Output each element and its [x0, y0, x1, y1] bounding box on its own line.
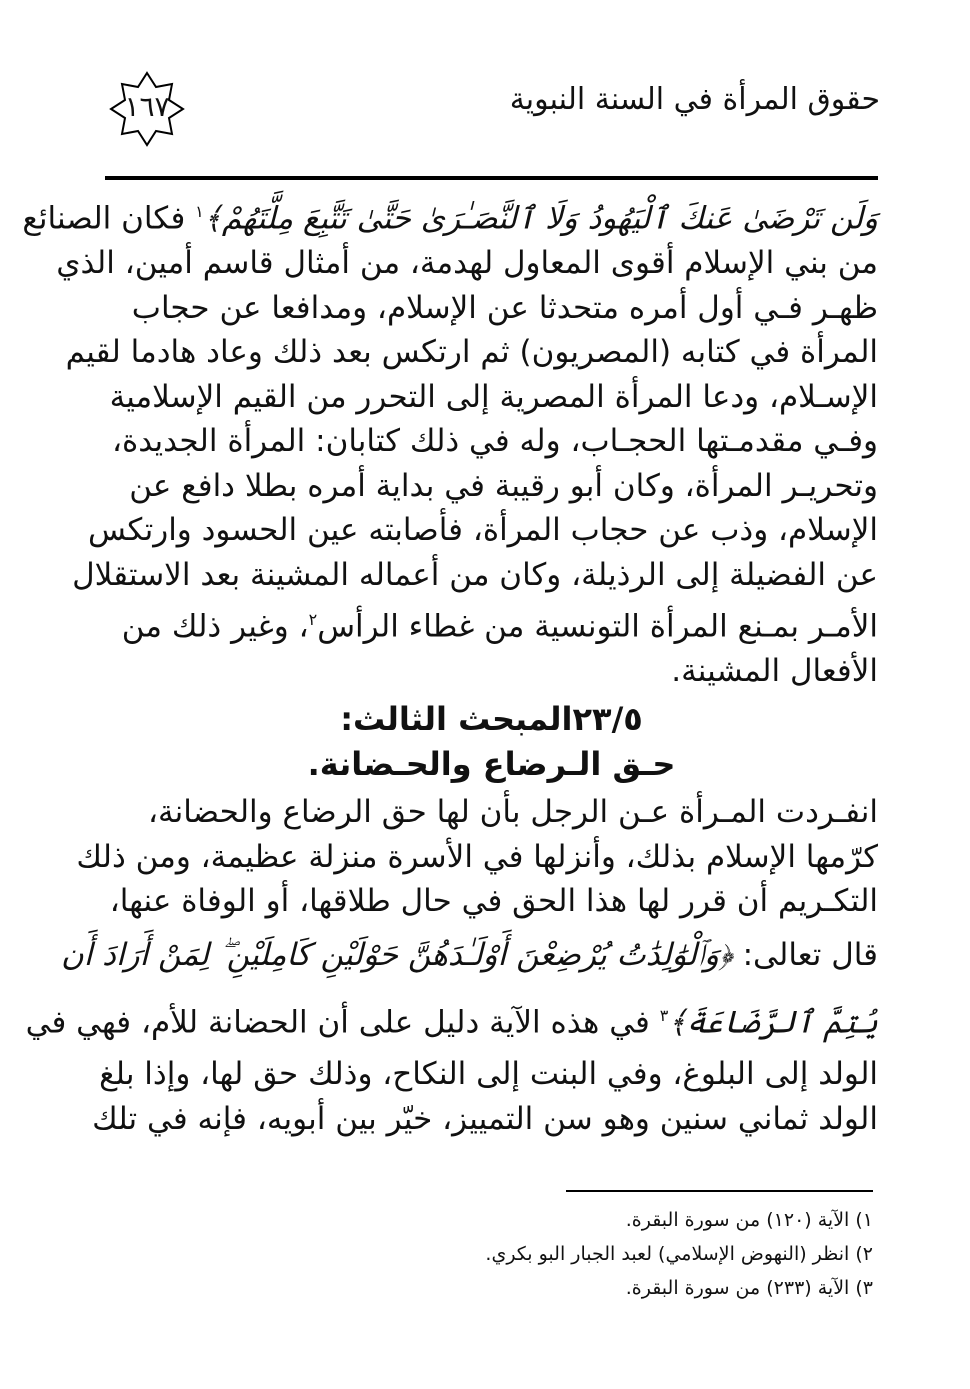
text-line — [22, 190, 878, 241]
text-segment: ، وغير ذلك من — [121, 608, 309, 644]
text-line: عن الفضيلة إلى الرذيلة، وكان من أعماله المشينة بعد الاستقلال — [72, 557, 878, 594]
quran-verse: وَلَن تَرْضَىٰ عَنكَ ٱلْيَهُودُ وَلَا ٱلنَّصَـٰرَىٰ حَتَّىٰ تَتَّبِعَ مِلَّتَهُمْ﴾ — [203, 200, 878, 237]
text-line: الولد إلى البلوغ، وفي البنت إلى النكاح، وذلك حق لها، وإذا بلغ — [99, 1056, 878, 1093]
text-line: الإسـلام، ودعا المرأة المصرية إلى التحرر من القيم الإسلامية — [109, 378, 878, 415]
header-divider — [105, 176, 878, 180]
quran-verse: ﴿وَٱلْوَٰلِدَٰتُ يُرْضِعْنَ أَوْلَـٰدَهُنَّ حَوْلَيْنِ كَامِلَيْنِ ۖ لِمَنْ أَرَادَ أَن — [60, 936, 733, 973]
footnote-mark: ٣ — [659, 1005, 669, 1025]
main-text-2 — [25, 790, 878, 1141]
text-line: وفـي مقدمـتها الحجـاب، وله في ذلك كتابان: المرأة الجديدة، — [111, 423, 878, 460]
text-segment: قال تعالى: — [742, 936, 878, 973]
text-line — [25, 986, 878, 1052]
text-line: ظهـر فـي أول أمره متحدثا عن الإسلام، ومدافعا عن حجاب — [131, 289, 878, 326]
text-line: التكـريم أن قرر لها هذا الحق في حال طلاقها، أو الوفاة عنها، — [109, 883, 878, 920]
text-line — [60, 924, 878, 986]
text-line: الأفعال المشينة. — [671, 652, 878, 689]
text-line: الولد ثماني سنين وهو سن التمييز، خيّر بين أبويه، فإنه في تلك — [92, 1100, 878, 1137]
text-line: انفـردت المـرأة عـن الرجل بأن لها حق الرضاع والحضانة، — [147, 794, 878, 830]
text-segment: فكان الصنائع — [22, 200, 186, 237]
main-text — [22, 190, 878, 693]
running-title: حقوق المرأة في السنة النبوية — [509, 82, 880, 117]
footnotes — [273, 1203, 873, 1305]
page-number-badge — [108, 70, 186, 148]
quran-verse: يُتِمَّ ٱلرَّضَاعَةَ﴾ — [668, 1004, 878, 1041]
section-subtitle: حـق الـرضاع والحـضانة. — [307, 745, 676, 783]
footnote-3: ٣) الآية (٢٣٣) من سورة البقرة. — [625, 1277, 873, 1299]
text-segment: الأمـر بمـنع المرأة التونسية من غطاء الرأس — [317, 608, 878, 644]
footnote-mark: ٢ — [308, 609, 318, 629]
text-line: من بني الإسلام أقوى المعاول لهدمة، من أمثال قاسم أمين، الذي — [56, 244, 878, 281]
text-line — [105, 598, 878, 649]
text-line: المرأة في كتابه (المصريون) ثم ارتكس بعد ذلك وعاد هادما لقيم — [65, 334, 878, 371]
text-segment: في هذه الآية دليل على أن الحضانة للأم، فهي في — [25, 1004, 650, 1041]
text-line: كرّمها الإسلام بذلك، وأنزلها في الأسرة منزلة عظيمة، ومن ذلك — [76, 838, 878, 875]
footnote-mark: ١ — [195, 202, 204, 221]
page-number: ١٦٧ — [124, 90, 170, 123]
page-header — [100, 60, 880, 170]
section-title: ٢٣/٥المبحث الثالث: — [340, 700, 643, 738]
text-line: وتحريـر المرأة، وكان أبو رقيبة في بداية أمره بطلا دافع عن — [129, 467, 878, 504]
footnote-1: ١) الآية (١٢٠) من سورة البقرة. — [625, 1209, 873, 1231]
text-line: الإسلام، وذب عن حجاب المرأة، فأصابته عين الحسود وارتكس — [87, 512, 878, 549]
footnote-2: ٢) انظر (النهوض الإسلامي) لعبد الجبار البو بكري. — [485, 1243, 873, 1265]
footnote-divider — [566, 1190, 873, 1192]
